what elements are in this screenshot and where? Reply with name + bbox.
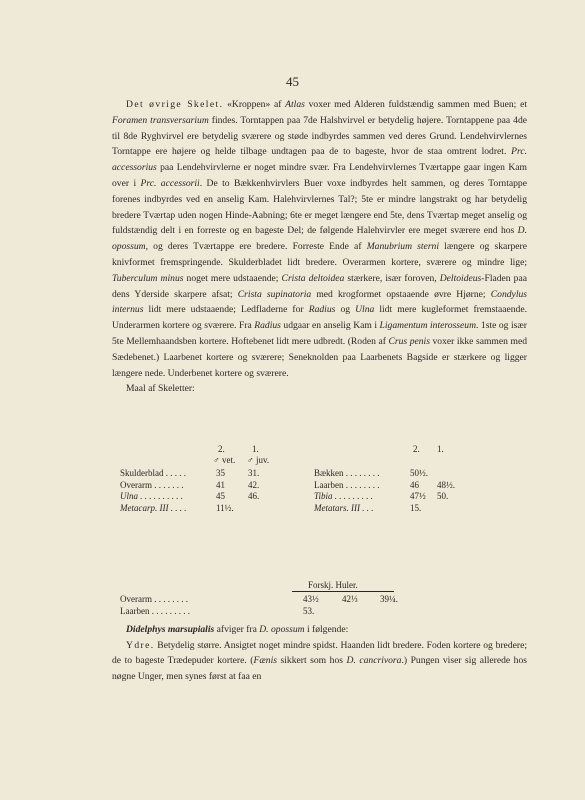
comparison-table <box>120 580 520 618</box>
section-marsupialis <box>112 622 527 684</box>
measurements-label: Maal af Skeletter: <box>126 383 195 395</box>
main-text <box>112 97 527 397</box>
col-header: 1. <box>437 444 444 454</box>
table-row: Skulderblad . . . . . 35 31. Bækken . . . . . . . . 50½. <box>120 468 428 478</box>
col-header: 2. <box>413 444 420 454</box>
table-header <box>120 444 520 468</box>
col-header: Forskj. Huler. <box>308 580 358 590</box>
paragraph-lead: Det øvrige Skelet. <box>126 99 224 110</box>
table-header <box>120 580 520 594</box>
col-header: 2. <box>218 444 225 454</box>
measurements-table <box>120 444 520 515</box>
col-subheader: ♂ juv. <box>247 455 270 465</box>
table-row: Overarm . . . . . . . 41 42. Laarben . . . . . . . . 46 48½. <box>120 479 455 490</box>
table-row: Ulna . . . . . . . . . . 45 46. Tibia . . . . . . . . . 47½ 50. <box>120 491 449 502</box>
page-number: 45 <box>286 74 299 89</box>
table-row: Metacarp. III . . . . 11½. Metatars. III . . . 15. <box>120 503 422 514</box>
paragraph-ydre: Ydre. Betydelig større. Ansigtet noget mindre spidst. Haanden lidt bredere. Foden kortere og bredere; de to bageste Trædepuder kortere. (Fænis sikkert som hos D. cancrivora.) Pungen viser sig allerede hos nøgne Unger, men synes først at faa en <box>112 639 527 682</box>
col-header: 1. <box>252 444 259 454</box>
table-row: Overarm . . . . . . . . 43½ 42⅓ 39¼. <box>120 594 398 604</box>
col-subheader: ♂ vet. <box>213 455 236 465</box>
table-row: Laarben . . . . . . . . . 53. <box>120 606 315 616</box>
section-heading: Didelphys marsupialis afviger fra D. opossum i følgende: <box>126 624 349 635</box>
paragraph-skeleton: Det øvrige Skelet. «Kroppen» af Atlas voxer med Alderen fuldstændig sammen med Buen; et Foramen transversarium findes. Torntappen paa 7de Halshvirvel er betydelig højere. Torntappene paa 4de til 8de Ryghvirvel ere betydelig sværere og støde indbyrdes sammen ved deres Grund. Lendehvirvlernes Torntappe ere højere og helde tilbage undtagen paa de to bageste, hvor de staa omtrent lodret. Prc. accessorius paa Lendehvirvlerne er noget mindre svær. Fra Lendehvirvlernes Tværtappe gaar ingen Kam over i Prc. accessorii. De to Bækkenhvirvlers Buer voxe indbyrdes helt sammen, og deres Torntappe forenes indbyrdes ved en anselig Kam. Halehvirvlernes Tal?; 5te er mindre langstrakt og har betydelig bredere Tværtap uden nogen Hinde-Aabning; 6te er meget længere end 5te, dens Tværtap meget anselig og fuldstændig delt i en forreste og en bageste Del; de følgende Halehvirvler ere meget sværere end hos D. opossum, og deres Tværtappe ere bredere. Forreste Ende af Manubrium sterni længere og skarpere knivformet fremspringende. Skulderbladet lidt bredere. Overarmen kortere, sværere og mindre lige; Tuberculum minus noget mere udstaaende; Crista deltoidea stærkere, især foroven, Deltoideus-Fladen paa dens Yderside skarpere afsat; Crista supinatoria med krogformet opstaaende øvre Hjørne; Condylus internus lidt mere udstaaende; Ledfladerne for Radius og Ulna lidt mere kugleformet fremstaaende. Underarmen kortere og sværere. Fra Radius udgaar en anselig Kam i Ligamentum interosseum. 1ste og især 5te Mellemhaandsben kortere. Hoftebenet lidt mere udbredt. (Roden af Crus penis voxer ikke sammen med Sædebenet.) Laarbenet kortere og sværere; Seneknolden paa Laarbenets Bagside er stærkere og ligger længere nede. Underbenet kortere og sværere. <box>112 99 528 379</box>
